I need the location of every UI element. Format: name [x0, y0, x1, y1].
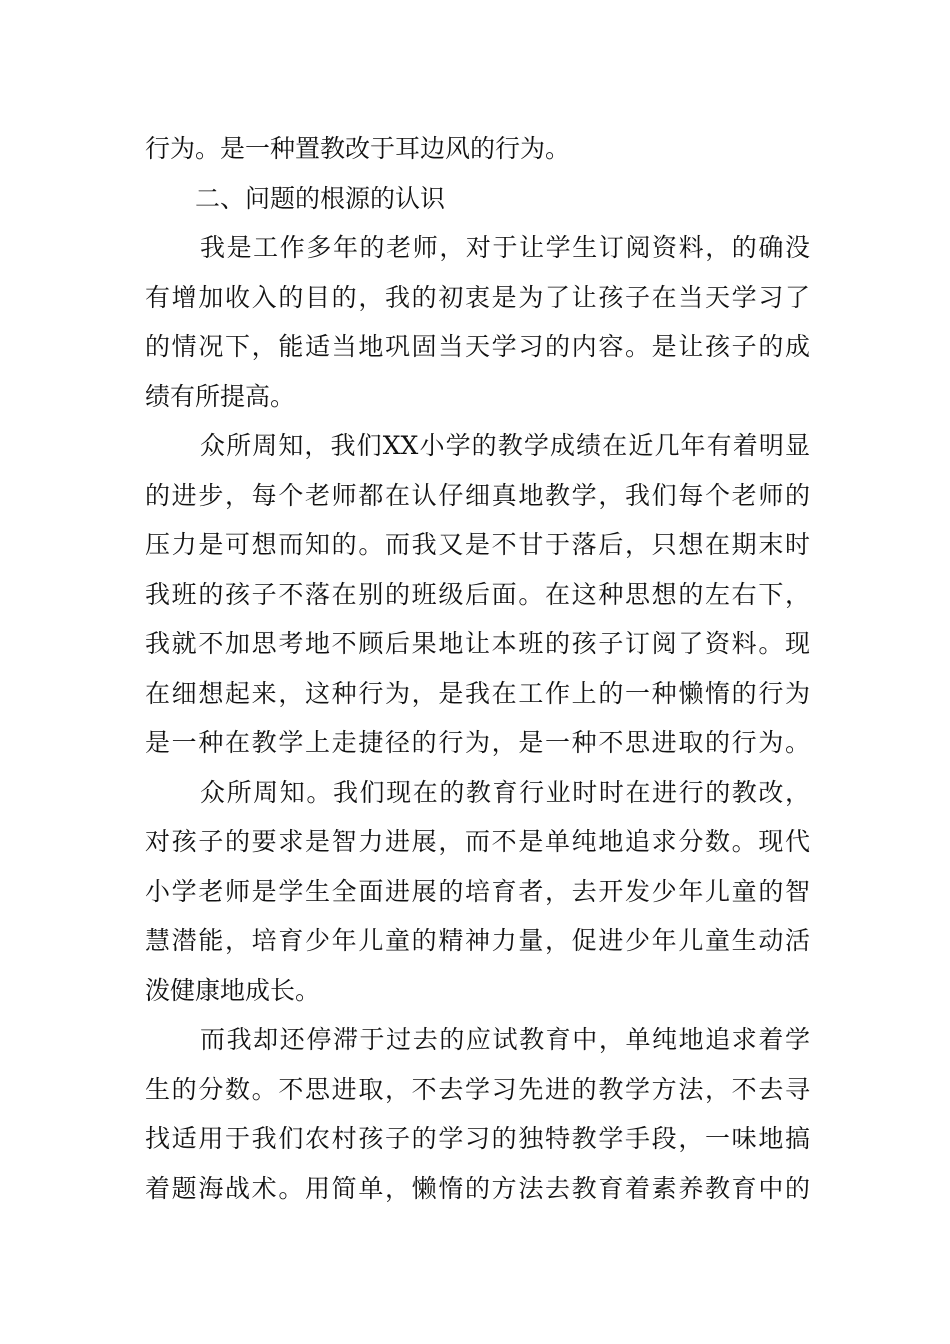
text-line-16: 小学老师是学生全面进展的培育者，去开发少年儿童的智 — [145, 876, 810, 906]
text-line-5: 的情况下，能适当地巩固当天学习的内容。是让孩子的成 — [145, 332, 810, 361]
text-line-8: 的进步，每个老师都在认仔细真地教学，我们每个老师的 — [145, 480, 810, 510]
text-line-6: 绩有所提高。 — [145, 381, 296, 411]
text-line-18: 泼健康地成长。 — [145, 975, 321, 1005]
text-line-11: 我就不加思考地不顾后果地让本班的孩子订阅了资料。现 — [145, 629, 810, 658]
text-line-19: 而我却还停滞于过去的应试教育中，单纯地追求着学 — [200, 1025, 810, 1054]
text-line-17: 慧潜能，培育少年儿童的精神力量，促进少年儿童生动活 — [145, 926, 810, 955]
text-line-12: 在细想起来，这种行为，是我在工作上的一种懒惰的行为 — [145, 678, 810, 708]
text-line-22: 着题海战术。用简单，懒惰的方法去教育着素养教育中的 — [145, 1173, 810, 1203]
text-line-10: 我班的孩子不落在别的班级后面。在这种思想的左右下， — [145, 579, 810, 609]
text-line-15: 对孩子的要求是智力进展，而不是单纯地追求分数。现代 — [145, 827, 810, 856]
section-heading: 二、问题的根源的认识 — [195, 183, 446, 213]
text-line-7: 众所周知，我们XX小学的教学成绩在近几年有着明显 — [200, 431, 810, 460]
text-line-20: 生的分数。不思进取，不去学习先进的教学方法，不去寻 — [145, 1074, 810, 1104]
text-line-14: 众所周知。我们现在的教育行业时时在进行的教改， — [200, 777, 810, 807]
text-line-21: 找适用于我们农村孩子的学习的独特教学手段，一味地搞 — [145, 1124, 810, 1153]
text-line-3: 我是工作多年的老师，对于让学生订阅资料，的确没 — [200, 233, 810, 262]
text-line-9: 压力是可想而知的。而我又是不甘于落后，只想在期末时 — [145, 530, 810, 559]
text-line-13: 是一种在教学上走捷径的行为，是一种不思进取的行为。 — [145, 728, 810, 757]
document-body — [145, 124, 810, 1213]
text-line-4: 有增加收入的目的，我的初衷是为了让孩子在当天学习了 — [145, 282, 810, 312]
text-line-1: 行为。是一种置教改于耳边风的行为。 — [145, 134, 571, 163]
